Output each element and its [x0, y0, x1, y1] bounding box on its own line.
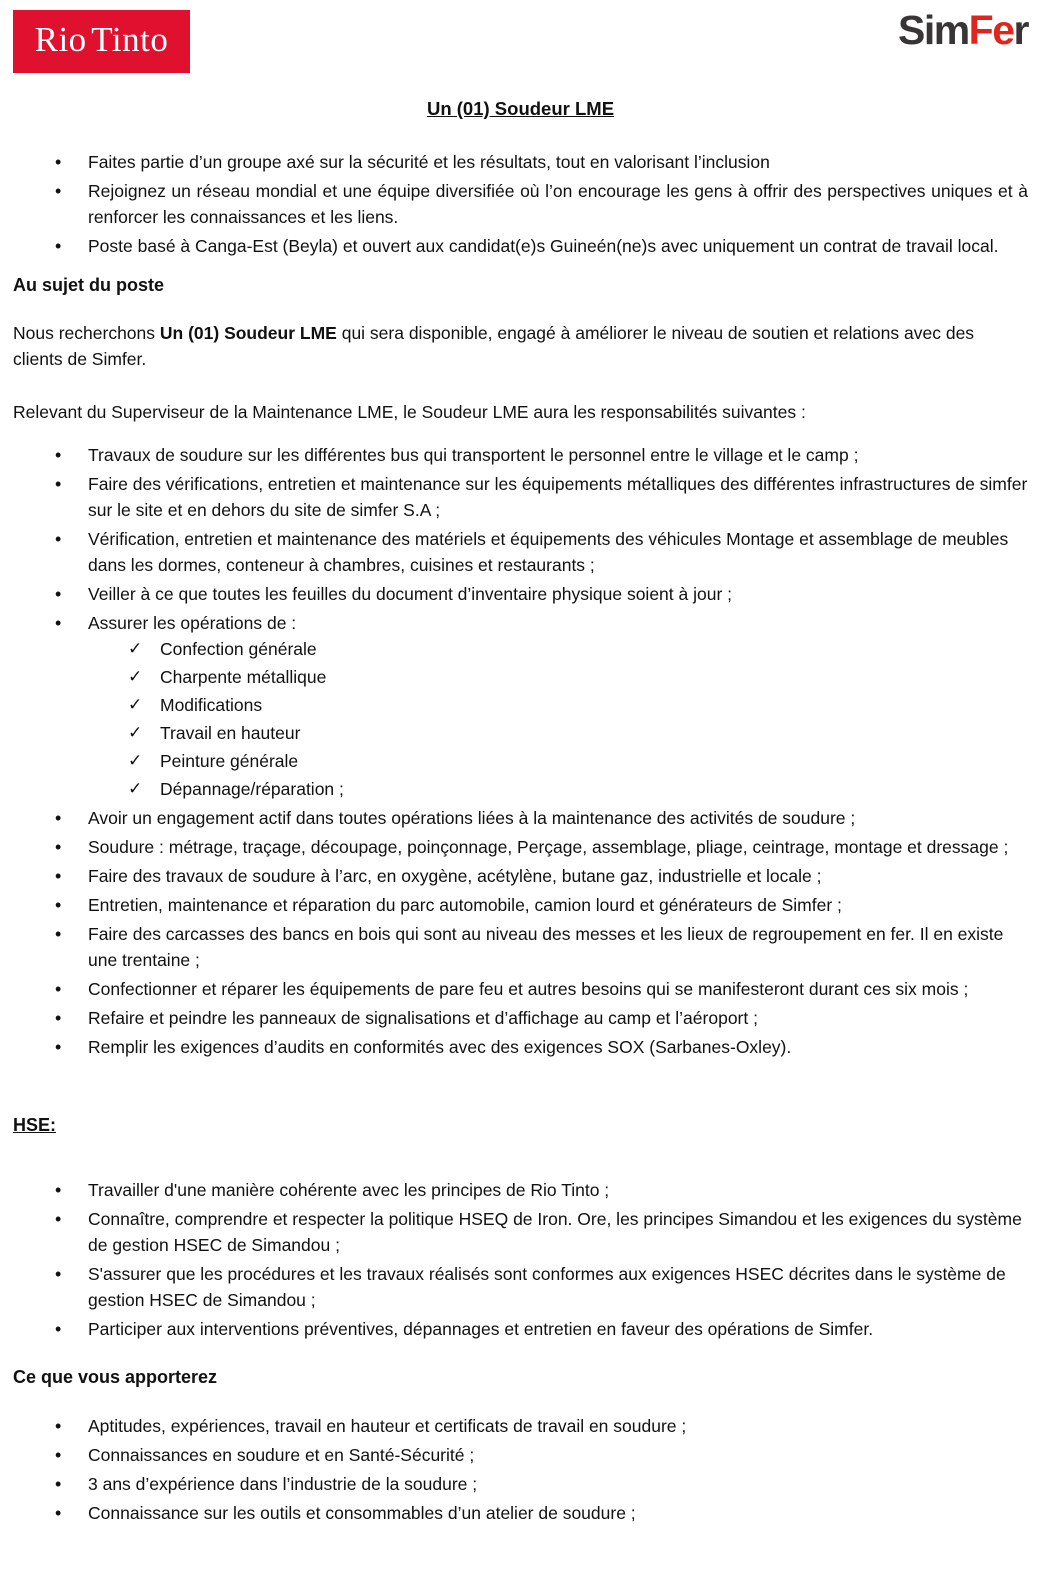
about-paragraph-prefix: Nous recherchons: [13, 323, 160, 343]
about-paragraph-suffix: qui sera disponible, engagé à améliorer le niveau de soutien et relations avec des clients de Simfer.: [13, 323, 975, 369]
list-item: • Participer aux interventions préventives, dépannages et entretien en faveur des opérations de Simfer.: [88, 1316, 1028, 1342]
hse-bullet-list: [13, 1177, 1028, 1342]
riotinto-logo: [13, 10, 190, 73]
list-item: [88, 610, 1028, 802]
bring-bullet-list: [13, 1413, 1028, 1526]
simfer-logo: [897, 7, 1028, 53]
section-heading-bring: Ce que vous apporterez: [13, 1367, 218, 1387]
check-item: ✓ Modifications: [160, 692, 1028, 718]
list-item: • S'assurer que les procédures et les travaux réalisés sont conformes aux exigences HSEC décrites dans le système de gestion HSEC de Simandou ;: [88, 1261, 1028, 1313]
list-item: • Soudure : métrage, traçage, découpage, poinçonnage, Perçage, assemblage, pliage, ceintrage, montage et dressage ;: [88, 834, 1028, 860]
riotinto-logo-text: Rio Tinto: [34, 20, 169, 59]
list-item: • Entretien, maintenance et réparation du parc automobile, camion lourd et générateurs de Simfer ;: [88, 892, 1028, 918]
list-item: • Veiller à ce que toutes les feuilles du document d’inventaire physique soient à jour ;: [88, 581, 1028, 607]
responsibilities-list: [13, 442, 1028, 1060]
list-item: • Rejoignez un réseau mondial et une équipe diversifiée où l’on encourage les gens à offrir des perspectives uniques et à renforcer les connaissances et les liens.: [88, 178, 1028, 230]
check-item: ✓ Peinture générale: [160, 748, 1028, 774]
list-item: • Connaissances en soudure et en Santé-Sécurité ;: [88, 1442, 1028, 1468]
operations-checklist: [88, 636, 1028, 802]
check-item: ✓ Charpente métallique: [160, 664, 1028, 690]
list-item: • Aptitudes, expériences, travail en hauteur et certificats de travail en soudure ;: [88, 1413, 1028, 1439]
simfer-logo-fe: Fe: [968, 7, 1014, 53]
list-item: • Faites partie d’un groupe axé sur la sécurité et les résultats, tout en valorisant l’inclusion: [88, 149, 1028, 175]
about-paragraph: [13, 320, 1028, 372]
list-item: • 3 ans d’expérience dans l’industrie de la soudure ;: [88, 1471, 1028, 1497]
intro-bullet-list: [13, 149, 1028, 259]
list-item: • Remplir les exigences d’audits en conformités avec des exigences SOX (Sarbanes-Oxley).: [88, 1034, 1028, 1060]
list-item: • Faire des vérifications, entretien et maintenance sur les équipements métalliques des différentes infrastructures de simfer sur le site et en dehors du site de simfer S.A ;: [88, 471, 1028, 523]
simfer-logo-r: r: [1013, 7, 1028, 53]
list-item: • Connaître, comprendre et respecter la politique HSEQ de Iron. Ore, les principes Simandou et les exigences du système de gestion HSEC de Simandou ;: [88, 1206, 1028, 1258]
check-item: ✓ Travail en hauteur: [160, 720, 1028, 746]
list-item: • Faire des travaux de soudure à l’arc, en oxygène, acétylène, butane gaz, industrielle et locale ;: [88, 863, 1028, 889]
list-item: • Poste basé à Canga-Est (Beyla) et ouvert aux candidat(e)s Guineén(ne)s avec uniquement un contrat de travail local.: [88, 233, 1028, 259]
simfer-logo-sim: Sim: [897, 7, 969, 53]
page-title: Un (01) Soudeur LME: [426, 98, 615, 119]
document-header: [13, 7, 1028, 73]
section-heading-about: Au sujet du poste: [13, 275, 165, 295]
list-item: • Faire des carcasses des bancs en bois qui sont au niveau des messes et les lieux de regroupement en fer. Il en existe une trentaine ;: [88, 921, 1028, 973]
section-heading-hse: HSE:: [13, 1115, 57, 1135]
check-item: ✓ Dépannage/réparation ;: [160, 776, 1028, 802]
list-item: • Vérification, entretien et maintenance des matériels et équipements des véhicules Montage et assemblage de meubles dans les dormes, conteneur à chambres, cuisines et restaurants ;: [88, 526, 1028, 578]
list-item: • Connaissance sur les outils et consommables d’un atelier de soudure ;: [88, 1500, 1028, 1526]
responsibilities-lead: Relevant du Superviseur de la Maintenance LME, le Soudeur LME aura les responsabilités suivantes :: [13, 402, 806, 422]
list-item: • Travailler d'une manière cohérente avec les principes de Rio Tinto ;: [88, 1177, 1028, 1203]
check-item: ✓ Confection générale: [160, 636, 1028, 662]
list-item: • Travaux de soudure sur les différentes bus qui transportent le personnel entre le village et le camp ;: [88, 442, 1028, 468]
list-item: • Refaire et peindre les panneaux de signalisations et d’affichage au camp et l’aéroport ;: [88, 1005, 1028, 1031]
about-paragraph-bold: Un (01) Soudeur LME: [159, 323, 337, 343]
list-item: • Avoir un engagement actif dans toutes opérations liées à la maintenance des activités de soudure ;: [88, 805, 1028, 831]
list-item-text: Assurer les opérations de :: [88, 613, 297, 633]
list-item: • Confectionner et réparer les équipements de pare feu et autres besoins qui se manifesteront durant ces six mois ;: [88, 976, 1028, 1002]
